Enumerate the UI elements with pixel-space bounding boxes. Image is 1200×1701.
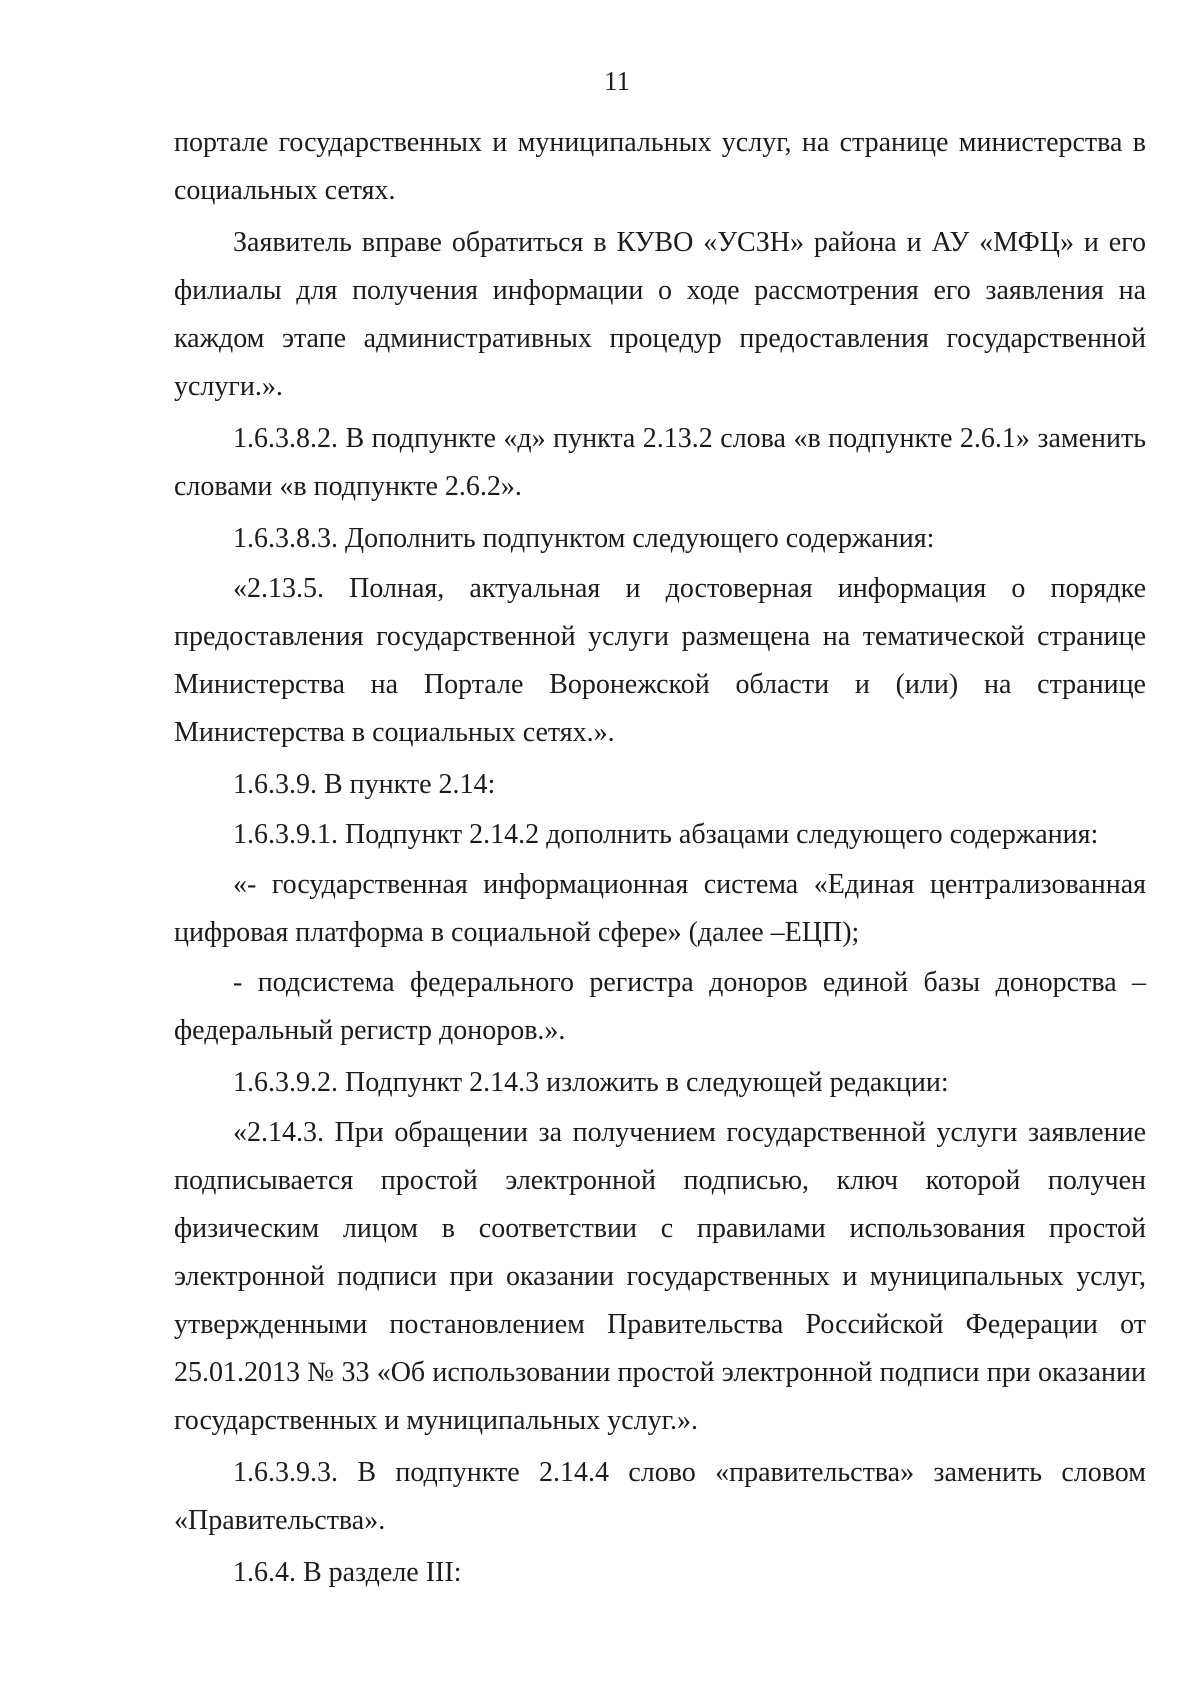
document-body xyxy=(174,119,1146,1597)
paragraph-1-6-3-9: 1.6.3.9. В пункте 2.14: xyxy=(233,769,496,800)
paragraph-1-6-4: 1.6.4. В разделе III: xyxy=(233,1557,462,1588)
paragraph-ecp-system: «- государственная информационная система «Единая централизованная цифровая платформа в социальной сфере» (далее –ЕЦП); xyxy=(174,869,1146,948)
paragraph-2-13-5: «2.13.5. Полная, актуальная и достоверная информация о порядке предоставления государственной услуги размещена на тематической странице Министерства на Портале Воронежской области и (или) на странице Министерства в социальных сетях.». xyxy=(174,573,1146,748)
paragraph-1-6-3-9-1: 1.6.3.9.1. Подпункт 2.14.2 дополнить абзацами следующего содержания: xyxy=(233,819,1099,850)
paragraph-1-6-3-8-3: 1.6.3.8.3. Дополнить подпунктом следующего содержания: xyxy=(233,523,935,554)
paragraph-continuation: порталe государственных и муниципальных услуг, на странице министерства в социальных сетях. xyxy=(174,127,1146,206)
paragraph-2-14-3: «2.14.3. При обращении за получением государственной услуги заявление подписывается простой электронной подписью, ключ которой получен физическим лицом в соответствии с правилами использования простой электронной подписи при оказании государственных и муниципальных услуг, утвержденными постановлением Правительства Российской Федерации от 25.01.2013 № 33 «Об использовании простой электронной подписи при оказании государственных и муниципальных услуг.». xyxy=(174,1117,1146,1436)
paragraph-donor-registry: - подсистема федерального регистра доноров единой базы донорства – федеральный регистр доноров.». xyxy=(174,967,1146,1046)
paragraph-1-6-3-9-3: 1.6.3.9.3. В подпункте 2.14.4 слово «правительства» заменить словом «Правительства». xyxy=(174,1457,1146,1536)
page-number: 11 xyxy=(604,66,630,96)
paragraph-applicant-right: Заявитель вправе обратиться в КУВО «УСЗН» района и АУ «МФЦ» и его филиалы для получения информации о ходе рассмотрения его заявления на каждом этапе административных процедур предоставления государственной услуги.». xyxy=(174,227,1146,402)
paragraph-1-6-3-8-2: 1.6.3.8.2. В подпункте «д» пункта 2.13.2 слова «в подпункте 2.6.1» заменить словами «в подпункте 2.6.2». xyxy=(174,423,1146,502)
paragraph-1-6-3-9-2: 1.6.3.9.2. Подпункт 2.14.3 изложить в следующей редакции: xyxy=(233,1067,949,1098)
